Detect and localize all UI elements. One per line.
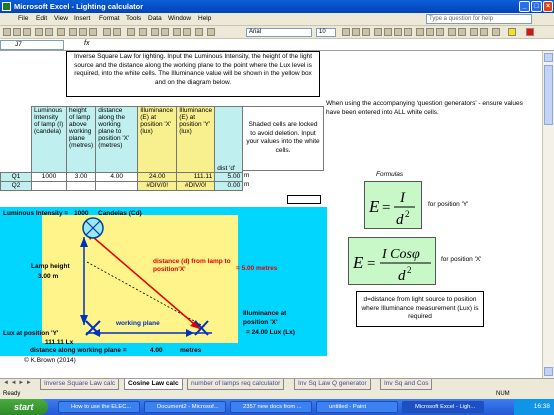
help-icon[interactable]	[207, 28, 215, 36]
tab-inverse-square[interactable]: Inverse Square Law calc	[40, 379, 119, 390]
unit-q2: m	[244, 181, 250, 188]
formula-y-svg	[365, 182, 423, 230]
formula-y	[364, 181, 422, 229]
task-paint[interactable]: untitled - Paint	[316, 401, 398, 413]
paste-icon[interactable]	[89, 28, 97, 36]
start-button[interactable]: start	[0, 399, 48, 415]
row-label	[1, 107, 32, 173]
scroll-up-icon[interactable]	[544, 53, 553, 62]
svg-text:2: 2	[407, 265, 412, 275]
align-center-icon[interactable]	[384, 28, 392, 36]
currency-icon[interactable]	[416, 28, 424, 36]
formula-x-label: for position 'X'	[441, 256, 482, 263]
task-document2[interactable]: Document2 - Microsof...	[144, 401, 226, 413]
comma-icon[interactable]	[436, 28, 444, 36]
sheet-tab-bar	[0, 378, 554, 390]
cell-illum-y-q2: #DIV/0!	[177, 182, 215, 191]
percent-icon[interactable]	[426, 28, 434, 36]
menu-help[interactable]: Help	[198, 15, 212, 22]
indent-icon[interactable]	[470, 28, 478, 36]
underline-icon[interactable]	[362, 28, 370, 36]
cell-intensity-q1[interactable]: 1000	[32, 173, 67, 182]
working-plane-label: working plane	[116, 320, 160, 327]
open-icon[interactable]	[13, 28, 21, 36]
taskbar	[0, 399, 554, 415]
distance-value: = 5.00 metres	[236, 265, 278, 272]
new-icon[interactable]	[3, 28, 11, 36]
window-title: Microsoft Excel - Lighting calculator	[14, 2, 144, 11]
title-bar	[0, 0, 554, 13]
svg-text:I: I	[400, 190, 405, 206]
redo-icon[interactable]	[113, 28, 121, 36]
distance-definition-note: d=distance from light source to position where Illuminance measurement (Lux) is required	[356, 291, 484, 327]
header-intensity: Luminous Intensity of lamp (I) (candela)	[32, 107, 67, 173]
toolbar	[0, 26, 554, 39]
formula-y-label: for position 'Y'	[428, 201, 469, 208]
svg-text:I Cosφ: I Cosφ	[382, 247, 420, 262]
dist-along-label: distance along working plane =	[30, 347, 127, 354]
copy-icon[interactable]	[79, 28, 87, 36]
increase-decimal-icon[interactable]	[448, 28, 456, 36]
sort-desc-icon[interactable]	[161, 28, 169, 36]
header-distance: distance along the working plane to position 'X' (metres)	[96, 107, 138, 173]
lux-y-label: Lux at position 'Y'	[3, 330, 59, 337]
menu-view[interactable]: View	[54, 15, 68, 22]
print-icon[interactable]	[35, 28, 43, 36]
lux-y-value: 111.11 Lx	[45, 339, 74, 346]
lamp-height-value: 3.00 m	[38, 273, 59, 280]
svg-text:=: =	[382, 200, 391, 216]
svg-text:E: E	[369, 197, 380, 216]
maximize-button[interactable]: □	[531, 1, 542, 12]
tab-cosine-law[interactable]: Cosine Law calc	[124, 379, 183, 390]
intro-text: Inverse Square Law for lighting. Input the Luminous Intensity, the height of the light source and the distance along the working plane to the point where the Lux level is required, into the white cells. The Illuminance value will be shown in the yellow box and on the diagram below.	[66, 51, 320, 97]
svg-text:=: =	[367, 256, 376, 272]
outdent-icon[interactable]	[480, 28, 488, 36]
system-clock: 16:38	[514, 399, 554, 415]
empty-cell-box	[287, 195, 321, 204]
align-left-icon[interactable]	[374, 28, 382, 36]
name-box[interactable]: J7	[0, 40, 64, 50]
menu-tools[interactable]: Tools	[126, 15, 142, 22]
distance-label: distance (d) from lamp to position'X'	[153, 258, 231, 273]
worksheet	[0, 51, 542, 378]
merge-icon[interactable]	[404, 28, 412, 36]
illum-x-value: = 24.00 Lux (Lx)	[246, 329, 295, 336]
task-elec[interactable]: How to use the ELEC...	[58, 401, 140, 413]
locked-cells-note: Shaded cells are locked to avoid deletion. Input your values into the white cells.	[242, 106, 324, 171]
dist-along-value: 4.00	[150, 347, 163, 354]
formulas-heading: Formulas	[376, 171, 404, 178]
cell-illum-y-q1: 111.11	[177, 173, 215, 182]
svg-text:E: E	[353, 253, 364, 272]
font-size-select[interactable]: 10	[316, 28, 336, 37]
header-illum-x: Illuminance (E) at position 'X' (lux)	[138, 107, 177, 173]
spelling-icon[interactable]	[57, 28, 65, 36]
header-dist: dist 'd'	[215, 107, 243, 173]
tab-inv-sq-generator[interactable]: Inv Sq Law Q generator	[294, 379, 371, 390]
luminous-value: 1000	[74, 210, 89, 217]
sort-asc-icon[interactable]	[151, 28, 159, 36]
cell-distance-q1[interactable]: 4.00	[96, 173, 138, 182]
tab-lamps-calculator[interactable]: number of lamps req calculator	[187, 379, 284, 390]
svg-text:d: d	[396, 212, 404, 228]
row-label-q1: Q1	[1, 173, 32, 182]
luminous-label: Luminous Intensity =	[3, 210, 69, 217]
menu-data[interactable]: Data	[148, 15, 162, 22]
menu-format[interactable]: Format	[99, 15, 120, 22]
cell-height-q1[interactable]: 3.00	[67, 173, 96, 182]
preview-icon[interactable]	[45, 28, 53, 36]
cell-dist-q1: 5.00	[215, 173, 243, 182]
borders-icon[interactable]	[492, 28, 500, 36]
status-text: Ready	[3, 391, 21, 397]
menu-window[interactable]: Window	[168, 15, 192, 22]
menu-bar	[0, 13, 554, 26]
excel-icon	[2, 2, 11, 11]
menu-file[interactable]: File	[18, 15, 29, 22]
cell-illum-x-q1: 24.00	[138, 173, 177, 182]
fx-icon[interactable]: fx	[84, 40, 90, 47]
undo-icon[interactable]	[103, 28, 111, 36]
formula-x	[348, 237, 436, 285]
svg-text:d: d	[398, 268, 406, 284]
svg-text:2: 2	[405, 209, 410, 219]
vertical-scrollbar[interactable]	[542, 51, 554, 378]
cell-intensity-q2[interactable]	[32, 182, 67, 191]
help-search-input[interactable]: Type a question for help	[426, 14, 532, 24]
status-bar	[0, 390, 554, 399]
cell-dist-q2: 0.00	[215, 182, 243, 191]
illum-x-label: Illuminance at position 'X'	[243, 310, 287, 326]
autosum-icon[interactable]	[139, 28, 147, 36]
lamp-height-label: Lamp height	[31, 263, 70, 270]
save-icon[interactable]	[23, 28, 31, 36]
zoom-icon[interactable]	[195, 28, 203, 36]
question-generator-note: When using the accompanying 'question generators' - ensure values have been entered into ALL white cells.	[326, 100, 523, 116]
minimize-button[interactable]: _	[519, 1, 530, 12]
task-excel[interactable]: Microsoft Excel - Ligh...	[402, 401, 484, 413]
scroll-thumb[interactable]	[544, 65, 553, 125]
menu-insert[interactable]: Insert	[74, 15, 91, 22]
hyperlink-icon[interactable]	[127, 28, 135, 36]
formula-x-svg	[349, 238, 437, 286]
tab-nav-icon[interactable]: ◄ ◄ ► ►	[3, 380, 32, 386]
task-new-docs[interactable]: 2357 new docs from ...	[230, 401, 312, 413]
fill-color-icon[interactable]	[508, 28, 516, 36]
row-label-q2: Q2	[1, 182, 32, 191]
luminous-unit: Candelas (Cd)	[98, 210, 142, 217]
cell-illum-x-q2: #DIV/0!	[138, 182, 177, 191]
align-right-icon[interactable]	[394, 28, 402, 36]
scroll-down-icon[interactable]	[544, 367, 553, 376]
menu-edit[interactable]: Edit	[36, 15, 48, 22]
unit-q1: m	[244, 172, 250, 179]
cell-height-q2[interactable]	[67, 182, 96, 191]
copyright: © K.Brown (2014)	[24, 357, 76, 364]
formula-bar	[0, 39, 554, 51]
font-color-icon[interactable]	[526, 28, 534, 36]
bold-icon[interactable]	[342, 28, 350, 36]
tab-inv-sq-cos[interactable]: Inv Sq and Cos	[380, 379, 432, 390]
drawing-icon[interactable]	[183, 28, 191, 36]
diagram-panel	[0, 207, 327, 356]
decrease-decimal-icon[interactable]	[458, 28, 466, 36]
close-button[interactable]: ×	[543, 1, 553, 12]
num-lock-indicator: NUM	[496, 391, 510, 397]
italic-icon[interactable]	[352, 28, 360, 36]
header-height: height of lamp above working plane (metres)	[67, 107, 96, 173]
chart-icon[interactable]	[173, 28, 181, 36]
cell-distance-q2[interactable]	[96, 182, 138, 191]
cut-icon[interactable]	[69, 28, 77, 36]
dist-along-unit: metres	[180, 347, 202, 354]
font-name-select[interactable]: Arial	[246, 28, 312, 37]
calc-table	[0, 106, 243, 191]
header-illum-y: Illuminance (E) at position 'Y' (lux)	[177, 107, 215, 173]
